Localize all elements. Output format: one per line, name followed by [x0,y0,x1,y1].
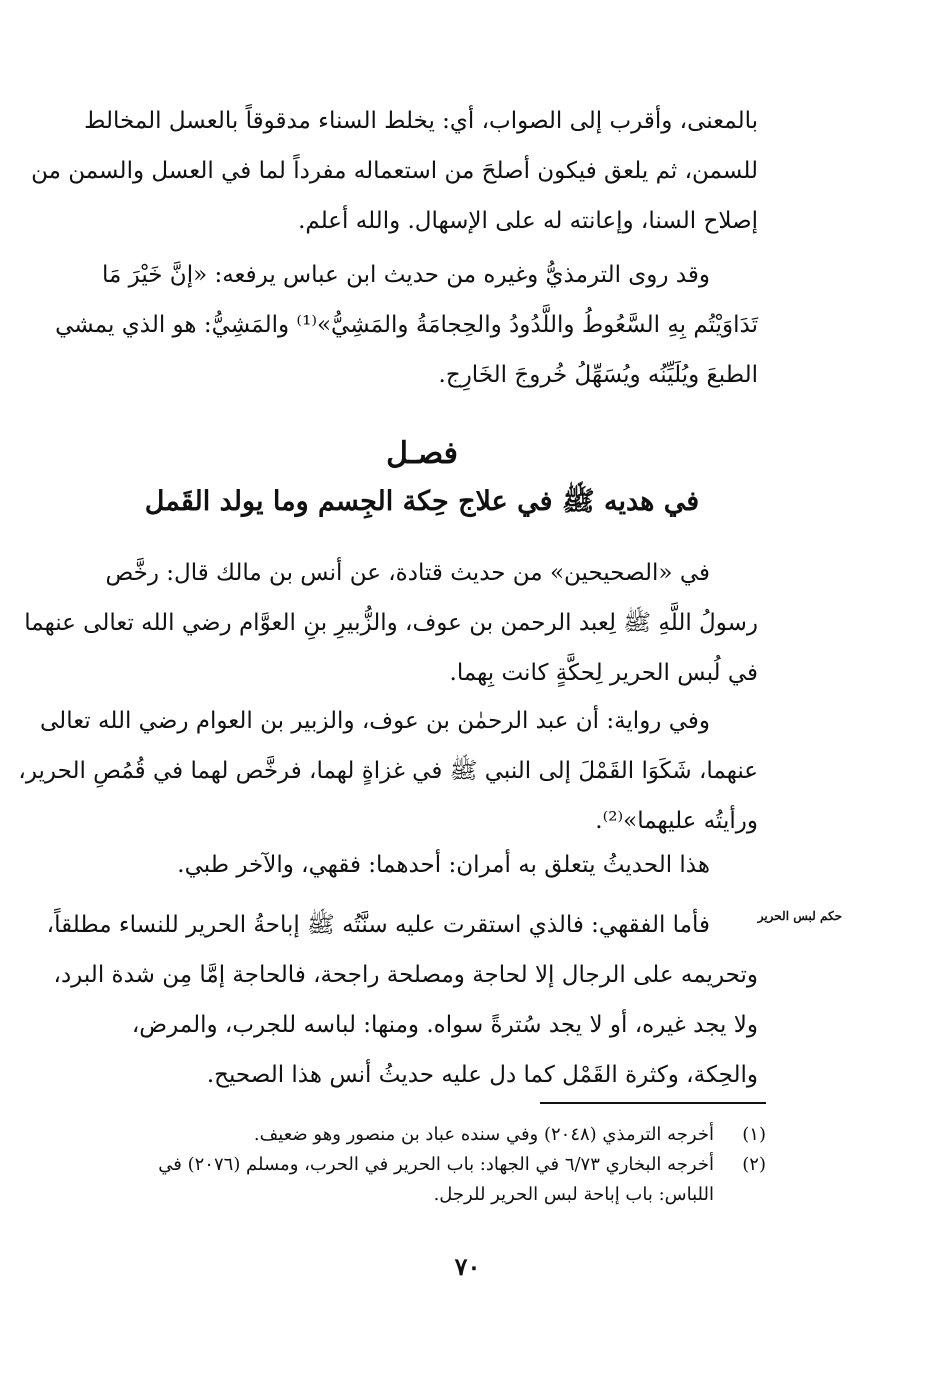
text-line: للسمن، ثم يلعق فيكون أصلحَ من استعماله مفرداً لما في العسل والسمن من [31,158,758,184]
text-line: الطبعَ ويُلَيِّنُه ويُسَهِّلُ خُروجَ الخَارِج. [438,362,758,388]
text-line: هذا الحديثُ يتعلق به أمران: أحدهما: فقهي، والآخر طبي. [177,852,710,878]
footnotes [86,1120,766,1210]
footnote-separator [540,1102,766,1104]
text-line: تَدَاوَيْتُم بِهِ السَّعُوطُ واللَّدُودُ والحِجامَةُ والمَشِيُّ»⁽¹⁾ والمَشِيُّ: هو الذي يمشي [55,312,758,338]
text-line: فأما الفقهي: فالذي استقرت عليه سنَّتُه ﷺ إباحةُ الحرير للنساء مطلقاً، [46,912,710,938]
footnote-text [86,1150,714,1210]
page-number: ٧٠ [454,1252,481,1281]
paragraph-fiqh-ruling [46,900,758,1100]
text-line: ورأيتُه عليهما»⁽²⁾. [595,808,758,834]
text-line: وقد روى الترمذيُّ وغيره من حديث ابن عباس يرفعه: «إنَّ خَيْرَ مَا [102,262,710,288]
paragraph-sahihayn-hadith [24,548,758,698]
paragraph-two-matters [86,840,758,890]
footnote-number: (١) [742,1124,766,1145]
text-line: أخرجه الترمذي (٢٠٤٨) وفي سنده عباد بن منصور وهو ضعيف. [253,1124,714,1145]
footnote-text [86,1120,714,1150]
footnote-1 [86,1120,766,1150]
text-line: بالمعنى، وأقرب إلى الصواب، أي: يخلط السناء مدقوقاً بالعسل المخالط [84,108,758,134]
paragraph-tirmidhi-hadith [55,250,758,400]
text-line: وفي رواية: أن عبد الرحمٰن بن عوف، والزبير بن العوام رضي الله تعالى [40,708,710,734]
footnote-number: (٢) [742,1154,766,1175]
section-heading: فصـل [386,436,458,471]
text-line: أخرجه البخاري ٦/٧٣ في الجهاد: باب الحرير في الحرب، ومسلم (٢٠٧٦) في [158,1154,714,1175]
paragraph-sana-honey [31,96,758,246]
text-line: رسولُ اللَّهِ ﷺ لِعبد الرحمن بن عوف، والزُّبيرِ بنِ العوَّام رضي الله تعالى عنهما [24,610,758,636]
text-line: عنهما، شَكَوَا القَمْلَ إلى النبي ﷺ في غزاةٍ لهما، فرخَّص لهما في قُمُصِ الحرير، [18,758,758,784]
footnote-2 [86,1150,766,1210]
text-line: ولا يجد غيره، أو لا يجد سُترةً سواه. ومنها: لباسه للجرب، والمرض، [131,1012,758,1038]
text-line: والحِكة، وكثرة القَمْل كما دل عليه حديثُ أنس هذا الصحيح. [206,1062,758,1088]
text-line: في لُبس الحرير لِحكَّةٍ كانت بِهما. [449,660,758,686]
text-line: وتحريمه على الرجال إلا لحاجة ومصلحة راجحة، فالحاجة إمَّا مِن شدة البرد، [53,962,758,988]
section-title: في هديه ﷺ في علاج حِكة الجِسم وما يولد القَمل [144,486,700,517]
paragraph-riwaya [18,696,758,846]
margin-note: حكم لبس الحرير [757,909,842,923]
text-line: اللباس: باب إباحة لبس الحرير للرجل. [433,1184,714,1205]
text-line: في «الصحيحين» من حديث قتادة، عن أنس بن مالك قال: رخَّص [105,560,710,586]
text-line: إصلاح السنا، وإعانته له على الإسهال. والله أعلم. [298,208,758,234]
